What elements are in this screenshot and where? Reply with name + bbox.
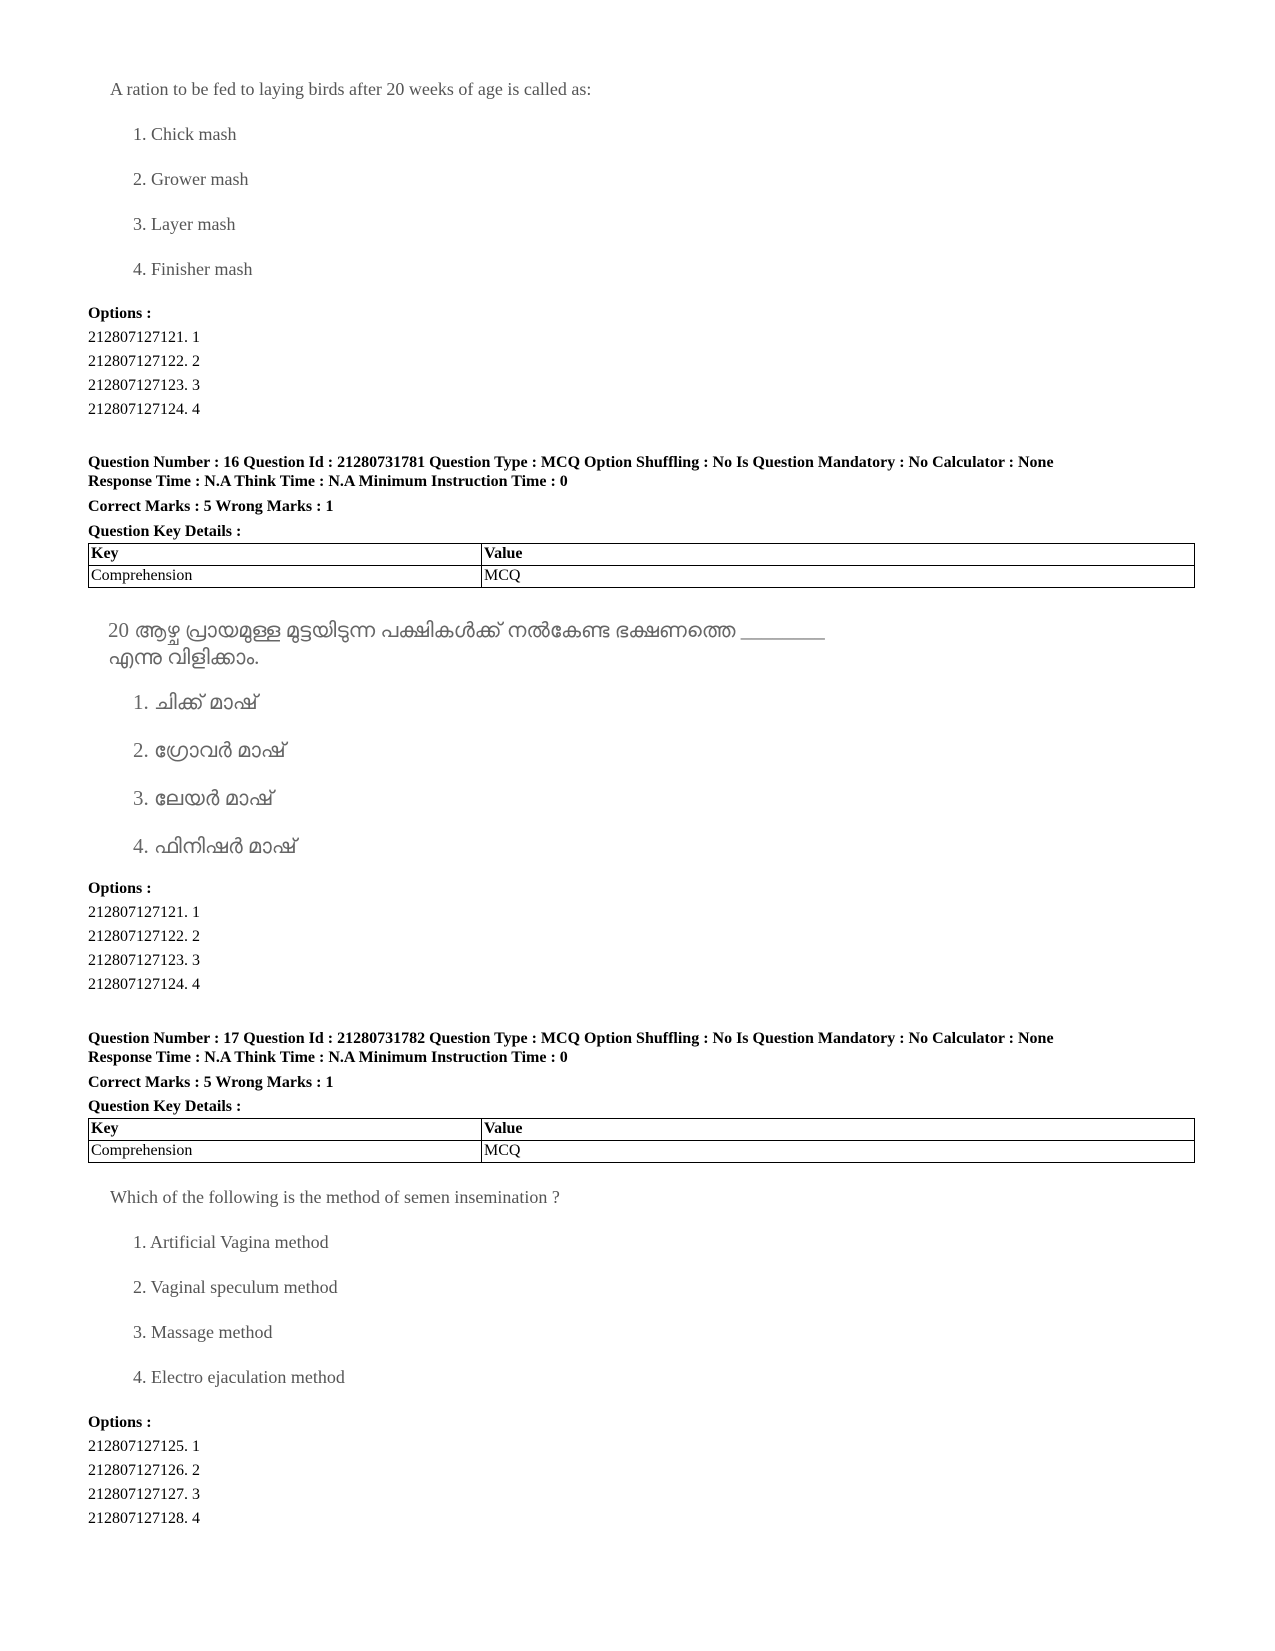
choice-2: 2. ഗ്രോവർ മാഷ് [133,738,286,762]
option-item: 212807127122. 2 [88,353,200,370]
key-details-table [88,1118,1195,1163]
question-16-meta [88,453,1054,491]
option-item: 212807127125. 1 [88,1438,200,1455]
choice-1: 1. Chick mash [133,124,237,144]
key-details-label: Question Key Details : [88,523,242,540]
key-details-table [88,543,1195,588]
options-list [88,302,200,422]
options-list [88,1411,200,1531]
choice-4: 4. Electro ejaculation method [133,1367,345,1387]
options-label: Options : [88,1414,152,1431]
option-item: 212807127123. 3 [88,377,200,394]
table-row [89,566,1195,588]
options-label: Options : [88,880,152,897]
question-stem: Which of the following is the method of semen insemination ? [110,1187,560,1207]
question-17-meta [88,1029,1054,1067]
table-cell-key: Comprehension [89,1141,482,1163]
table-header-row [89,544,1195,566]
table-header-key: Key [89,1119,482,1141]
table-cell-key: Comprehension [89,566,482,588]
option-item: 212807127128. 4 [88,1510,200,1527]
choice-1: 1. Artificial Vagina method [133,1232,329,1252]
options-label: Options : [88,305,152,322]
choice-3: 3. Massage method [133,1322,273,1342]
option-item: 212807127123. 3 [88,952,200,969]
table-header-value: Value [482,544,1195,566]
marks-line: Correct Marks : 5 Wrong Marks : 1 [88,1074,334,1091]
table-row [89,1141,1195,1163]
meta-line-1: Question Number : 17 Question Id : 21280731782 Question Type : MCQ Option Shuffling : No Is Question Mandatory : No Calculator : None [88,1030,1054,1047]
key-details-label: Question Key Details : [88,1098,242,1115]
choice-2: 2. Vaginal speculum method [133,1277,338,1297]
meta-line-1: Question Number : 16 Question Id : 21280731781 Question Type : MCQ Option Shuffling : No Is Question Mandatory : No Calculator : None [88,454,1054,471]
options-list [88,877,200,997]
marks-line: Correct Marks : 5 Wrong Marks : 1 [88,498,334,515]
option-item: 212807127121. 1 [88,904,200,921]
option-item: 212807127122. 2 [88,928,200,945]
table-header-value: Value [482,1119,1195,1141]
option-item: 212807127124. 4 [88,976,200,993]
meta-line-2: Response Time : N.A Think Time : N.A Minimum Instruction Time : 0 [88,1049,568,1066]
table-header-key: Key [89,544,482,566]
choice-3: 3. ലേയർ മാഷ് [133,786,274,810]
table-header-row [89,1119,1195,1141]
question-stem-line-2: എന്നു വിളിക്കാം. [108,645,260,669]
choice-2: 2. Grower mash [133,169,249,189]
option-item: 212807127124. 4 [88,401,200,418]
question-stem: A ration to be fed to laying birds after 20 weeks of age is called as: [110,79,592,99]
choice-4: 4. Finisher mash [133,259,253,279]
option-item: 212807127126. 2 [88,1462,200,1479]
table-cell-value: MCQ [482,566,1195,588]
option-item: 212807127127. 3 [88,1486,200,1503]
option-item: 212807127121. 1 [88,329,200,346]
meta-line-2: Response Time : N.A Think Time : N.A Minimum Instruction Time : 0 [88,473,568,490]
choice-1: 1. ചിക്ക് മാഷ് [133,690,258,714]
question-stem-line-1: 20 ആഴ്ച പ്രായമുള്ള മുട്ടയിടുന്ന പക്ഷികൾക്ക് നൽകേണ്ട ഭക്ഷണത്തെ ________ [108,618,825,642]
choice-4: 4. ഫിനിഷർ മാഷ് [133,834,297,858]
table-cell-value: MCQ [482,1141,1195,1163]
choice-3: 3. Layer mash [133,214,236,234]
